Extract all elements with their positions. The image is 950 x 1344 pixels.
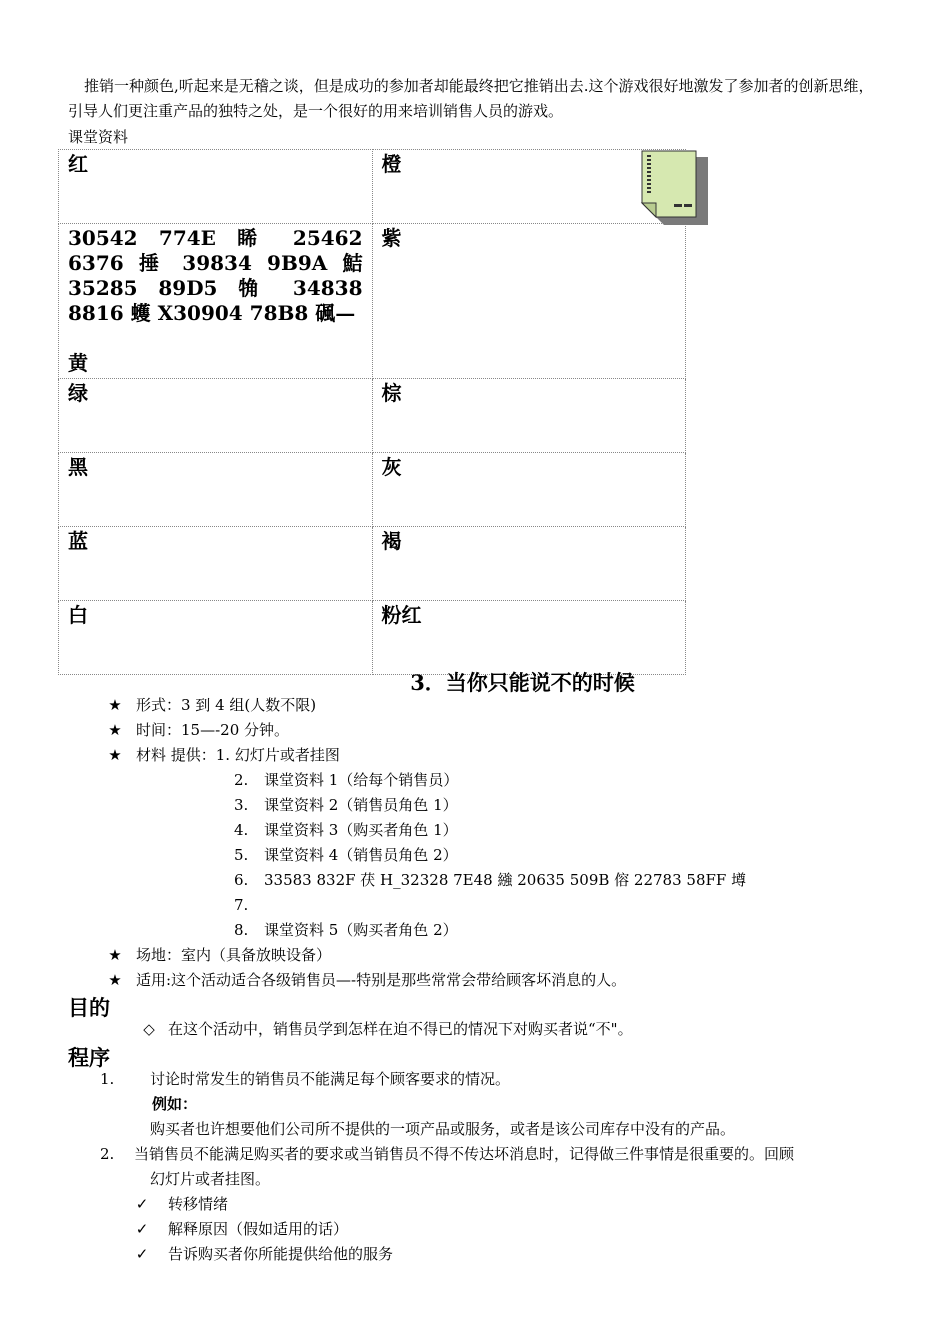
star-icon: ★	[108, 971, 122, 989]
material-number: 4.	[234, 821, 249, 839]
info-item-text: 时间：15—-20 分钟。	[136, 721, 290, 739]
material-number: 2.	[234, 771, 249, 789]
material-text: 课堂资料 2（销售员角色 1）	[264, 796, 458, 814]
material-item	[234, 918, 458, 943]
purpose-text: 在这个活动中，销售员学到怎样在迫不得已的情况下对购买者说“不"。	[168, 1020, 633, 1038]
color-cell: 棕	[372, 379, 686, 453]
color-cell: 褐	[372, 527, 686, 601]
color-table	[58, 149, 686, 675]
material-item	[234, 843, 458, 868]
color-cell: 红	[59, 150, 373, 224]
material-number: 8.	[234, 921, 249, 939]
procedure-heading: 程序	[68, 1045, 110, 1070]
info-item-text: 材料 提供：1. 幻灯片或者挂图	[136, 746, 340, 764]
material-number: 7.	[234, 896, 249, 914]
color-cell: 白	[59, 601, 373, 675]
star-icon: ★	[108, 696, 122, 714]
example-text: 购买者也许想要他们公司所不提供的一项产品或服务，或者是该公司库存中没有的产品。	[150, 1120, 736, 1138]
material-text: 课堂资料 3（购买者角色 1）	[264, 821, 458, 839]
color-cell: 绿	[59, 379, 373, 453]
checklist-text: 告诉购买者你所能提供给他的服务	[168, 1245, 394, 1263]
procedure-step	[100, 1067, 511, 1092]
purpose-heading: 目的	[68, 995, 110, 1020]
step-text-continued: 幻灯片或者挂图。	[150, 1170, 271, 1188]
material-item	[234, 868, 747, 893]
material-number: 3.	[234, 796, 249, 814]
example-label: 例如：	[152, 1095, 198, 1113]
step-text: 讨论时常发生的销售员不能满足每个顾客要求的情况。	[150, 1070, 511, 1088]
document-icon	[640, 149, 708, 225]
procedure-step	[100, 1142, 795, 1167]
step-text: 当销售员不能满足购买者的要求或当销售员不得不传达坏消息时，记得做三件事情是很重要的。回顾	[134, 1145, 795, 1163]
material-item	[234, 893, 248, 918]
diamond-icon: ◇	[143, 1020, 155, 1038]
color-cell: 蓝	[59, 527, 373, 601]
material-text: 课堂资料 4（销售员角色 2）	[264, 846, 458, 864]
intro-paragraph: 推销一种颜色,听起来是无稽之谈，但是成功的参加者却能最终把它推销出去.这个游戏很好地激发了参加者的创新思维，引导人们更注重产品的独特之处，是一个很好的用来培训销售人员的游戏。	[68, 77, 874, 120]
checklist-text: 解释原因（假如适用的话）	[168, 1220, 349, 1238]
material-number: 6.	[234, 871, 249, 889]
info-item-text: 形式：3 到 4 组(人数不限)	[136, 696, 317, 714]
color-cell: 橙	[372, 150, 686, 224]
material-item	[234, 818, 458, 843]
color-cell-yellow: 黄	[68, 351, 88, 375]
star-icon: ★	[108, 746, 122, 764]
material-text: 课堂资料 5（购买者角色 2）	[264, 921, 458, 939]
color-cell: 粉红	[372, 601, 686, 675]
info-item-text: 场地：室内（具备放映设备）	[136, 946, 332, 964]
color-cell	[59, 224, 373, 379]
check-icon: ✓	[135, 1220, 149, 1238]
star-icon: ★	[108, 946, 122, 964]
material-item	[234, 768, 459, 793]
material-text: 33583 832F 茯 H_32328 7E48 繈 20635 509B 傛 22783 58FF 壿	[264, 871, 747, 889]
handout-caption: 课堂资料	[68, 128, 129, 146]
color-cell-code-text: 30542 774E 睎 25462 6376 捶 39834 9B9A 鮚 35285 89D5 觕 34838 8816 蠖 X30904 78B8 碸—	[68, 226, 363, 325]
color-cell: 紫	[372, 224, 686, 379]
star-icon: ★	[108, 721, 122, 739]
material-number: 5.	[234, 846, 249, 864]
info-item-text: 适用:这个活动适合各级销售员—-特别是那些常常会带给顾客坏消息的人。	[136, 971, 627, 989]
color-cell: 黑	[59, 453, 373, 527]
section-title: 3．当你只能说不的时候	[410, 670, 635, 695]
step-number: 1.	[100, 1070, 115, 1088]
color-cell: 灰	[372, 453, 686, 527]
step-number: 2.	[100, 1145, 115, 1163]
material-item	[234, 793, 458, 818]
check-icon: ✓	[135, 1195, 149, 1213]
check-icon: ✓	[135, 1245, 149, 1263]
material-text: 课堂资料 1（给每个销售员）	[264, 771, 459, 789]
checklist-text: 转移情绪	[168, 1195, 229, 1213]
